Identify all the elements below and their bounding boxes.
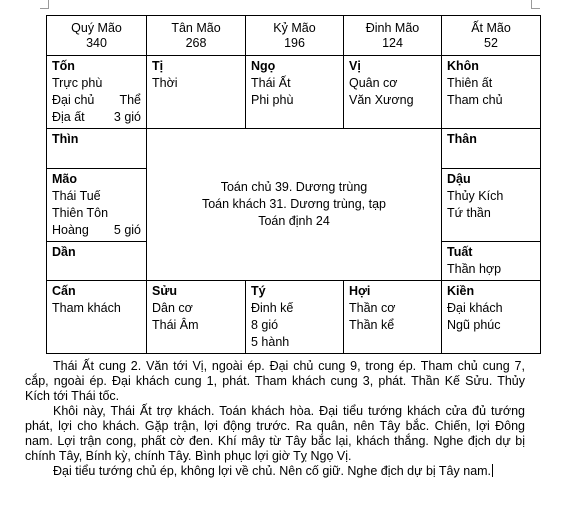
palace-line: Thần kể — [349, 318, 395, 332]
palace-cell-dan — [47, 242, 147, 281]
palace-line-left: Hoàng — [52, 223, 89, 237]
palace-name: Dậu — [447, 172, 471, 186]
page-corner-mark-right — [531, 0, 540, 9]
palace-row-bottom — [47, 281, 541, 354]
palace-name: Khôn — [447, 59, 479, 73]
header-cell-quy-mao — [47, 16, 147, 56]
header-cell-tan-mao — [147, 16, 246, 56]
paragraph-1: Thái Ất cung 2. Văn tới Vị, ngoài ép. Đại chủ cung 9, trong ép. Tham chủ cung 7, cắp, ngoài ép. Đại khách cung 1, phát. Tham khách cung 3, phát. Thần Kế Sửu. Thủy Kích tới Thái tốc. — [25, 359, 525, 403]
palace-cell-can — [47, 281, 147, 354]
palace-line: Thiên ất — [447, 76, 493, 90]
palace-line: Thần hợp — [447, 262, 502, 276]
palace-cell-ty — [246, 281, 344, 354]
palace-cell-than — [442, 129, 541, 169]
palace-line: Trực phù — [52, 76, 103, 90]
palace-line: Đại khách — [447, 301, 503, 315]
palace-name: Sửu — [152, 284, 178, 298]
palace-line: Thái Âm — [152, 318, 199, 332]
palace-name: Vị — [349, 59, 361, 73]
palace-line: Phi phù — [251, 93, 294, 107]
header-name: Đinh Mão — [365, 20, 420, 35]
palace-name: Ngọ — [251, 59, 276, 73]
palace-line: Thiên Tôn — [52, 206, 109, 220]
header-number: 124 — [382, 35, 403, 50]
palace-line: Tham khách — [52, 301, 121, 315]
palace-line-left: Đại chủ — [52, 93, 95, 107]
palace-cell-suu — [147, 281, 246, 354]
header-number: 340 — [86, 35, 107, 50]
palace-line-left: Địa ất — [52, 110, 85, 124]
header-cell-at-mao — [442, 16, 541, 56]
palace-line-right: 3 gió — [113, 110, 141, 124]
paragraph-3-text: Đại tiểu tướng chủ ép, không lợi về chủ. Nên cố giữ. Nghe địch dự bị Tây nam. — [53, 464, 492, 478]
center-line-2: Toán khách 31. Dương trùng, tạp — [201, 197, 387, 211]
paragraph-2: Khôi này, Thái Ất trợ khách. Toán khách hòa. Đại tiểu tướng khách cửa đủ tướng phát, lợi cho khách. Gặp trận, lợi động trước. Ra quân, nên Tây bắc. Chiến, lợi Đông nam. Lợi trận cong, phất cờ đen. Khí mây từ Tây bắc lại, khách thắng. Nghe địch dự bị chính Tây, Bính kỳ, chính Tây. Bình phục lợi giờ Tỵ Ngọ Vị. — [25, 404, 525, 463]
palace-cell-hoi — [344, 281, 442, 354]
header-name: Ất Mão — [471, 20, 511, 35]
center-summary — [147, 129, 442, 281]
palace-line: 8 gió — [251, 318, 279, 332]
palace-cell-vi — [344, 56, 442, 129]
palace-line: Tứ thần — [447, 206, 491, 220]
palace-line-split — [52, 222, 141, 239]
palace-name: Tuất — [447, 245, 473, 259]
palace-cell-kien — [442, 281, 541, 354]
palace-line: 5 hành — [251, 335, 290, 349]
palace-cell-mao — [47, 169, 147, 242]
body-text[interactable] — [25, 359, 525, 479]
header-name: Tân Mão — [171, 20, 221, 35]
palace-cell-ti — [147, 56, 246, 129]
palace-cell-tuat — [442, 242, 541, 281]
palace-name: Tị — [152, 59, 164, 73]
palace-cell-ton — [47, 56, 147, 129]
palace-line: Văn Xương — [349, 93, 414, 107]
palace-line: Thời — [152, 76, 178, 90]
header-name: Kỷ Mão — [273, 20, 316, 35]
palace-name: Dần — [52, 245, 76, 259]
palace-cell-ngo — [246, 56, 344, 129]
header-cell-dinh-mao — [344, 16, 442, 56]
palace-line: Thái Tuế — [52, 189, 101, 203]
palace-line-split — [52, 109, 141, 126]
palace-row-thin — [47, 129, 541, 169]
divination-grid — [46, 15, 541, 354]
palace-name: Mão — [52, 172, 77, 186]
header-number: 196 — [284, 35, 305, 50]
palace-name: Cấn — [52, 284, 76, 298]
palace-line: Thái Ất — [251, 76, 291, 90]
palace-line: Thủy Kích — [447, 189, 504, 203]
palace-name: Tý — [251, 284, 266, 298]
palace-line: Tham chủ — [447, 93, 503, 107]
page-corner-mark-left — [40, 0, 49, 9]
palace-cell-dau — [442, 169, 541, 242]
palace-line: Quân cơ — [349, 76, 398, 90]
palace-line: Ngũ phúc — [447, 318, 501, 332]
palace-cell-thin — [47, 129, 147, 169]
palace-row-top — [47, 56, 541, 129]
paragraph-3 — [25, 464, 525, 479]
center-line-3: Toán định 24 — [258, 214, 330, 228]
palace-line: Đinh kế — [251, 301, 294, 315]
center-line-1: Toán chủ 39. Dương trùng — [220, 180, 368, 194]
palace-name: Hợi — [349, 284, 371, 298]
palace-line-split — [52, 92, 141, 109]
header-number: 52 — [484, 35, 498, 50]
palace-line: Dân cơ — [152, 301, 193, 315]
header-number: 268 — [185, 35, 207, 50]
palace-line: Thần cơ — [349, 301, 396, 315]
palace-name: Tốn — [52, 59, 75, 73]
text-cursor — [492, 464, 493, 477]
palace-line-right: 5 gió — [113, 223, 141, 237]
header-name: Quý Mão — [71, 20, 122, 35]
palace-name: Thìn — [52, 132, 79, 146]
palace-line-right: Thể — [119, 93, 141, 107]
palace-name: Thân — [447, 132, 477, 146]
header-row — [47, 16, 541, 56]
palace-name: Kiền — [447, 284, 475, 298]
header-cell-ky-mao — [246, 16, 344, 56]
palace-cell-khon — [442, 56, 541, 129]
